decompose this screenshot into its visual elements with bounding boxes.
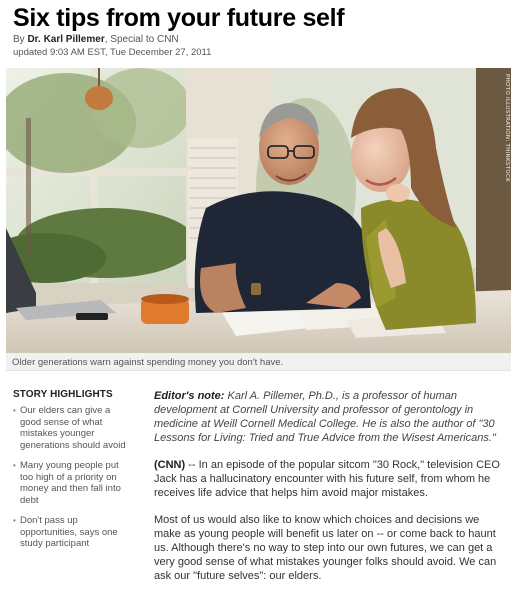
byline-prefix: By [13, 34, 25, 45]
article-photo [6, 68, 511, 353]
editors-note-label: Editor's note: [154, 390, 225, 402]
photo-illustration [6, 68, 511, 353]
photo-credit: PHOTO ILLUSTRATION: THINKSTOCK [504, 74, 510, 182]
byline [13, 34, 179, 45]
highlight-item: • Don't pass up opportunities, says one study participant [13, 515, 133, 550]
photo-caption: Older generations warn against spending money you don't have. [6, 353, 511, 371]
byline-suffix: , Special to CNN [104, 34, 179, 45]
article-paragraph: Most of us would also like to know which choices and decisions we make as young people will benefit us later on -- or come back to haunt us. Although there's no way to step into our own futures, we can get a very good sense of what mistakes younger folks should avoid. We can ask our "future selves": our elders. [154, 513, 497, 583]
article-paragraph [154, 458, 500, 501]
highlights-list [13, 405, 133, 550]
updated-timestamp: updated 9:03 AM EST, Tue December 27, 2011 [13, 47, 212, 58]
editors-note [154, 389, 500, 445]
editors-note-text: Karl A. Pillemer, Ph.D., is a professor of human development at Cornell University and professor of gerontology in medicine at Weill Cornell Medical College. He is also the author of "30 Lessons for Living: Tried and True Advice from the Wisest Americans." [154, 390, 496, 444]
story-highlights-title: STORY HIGHLIGHTS [13, 389, 113, 400]
paragraph-text: -- In an episode of the popular sitcom "30 Rock," television CEO Jack has a hallucinatory encounter with his future self, from whom he receives life advice that helps him avoid major mistakes. [154, 459, 500, 500]
cnn-source-label: (CNN) [154, 459, 186, 471]
author-link[interactable]: Dr. Karl Pillemer [27, 34, 105, 45]
article-body [154, 389, 500, 596]
story-highlights [13, 389, 133, 559]
headline: Six tips from your future self [13, 4, 345, 32]
highlight-item: • Many young people put too high of a priority on money and then fall into debt [13, 460, 133, 506]
highlight-item: • Our elders can give a good sense of what mistakes younger generations should avoid [13, 405, 133, 451]
